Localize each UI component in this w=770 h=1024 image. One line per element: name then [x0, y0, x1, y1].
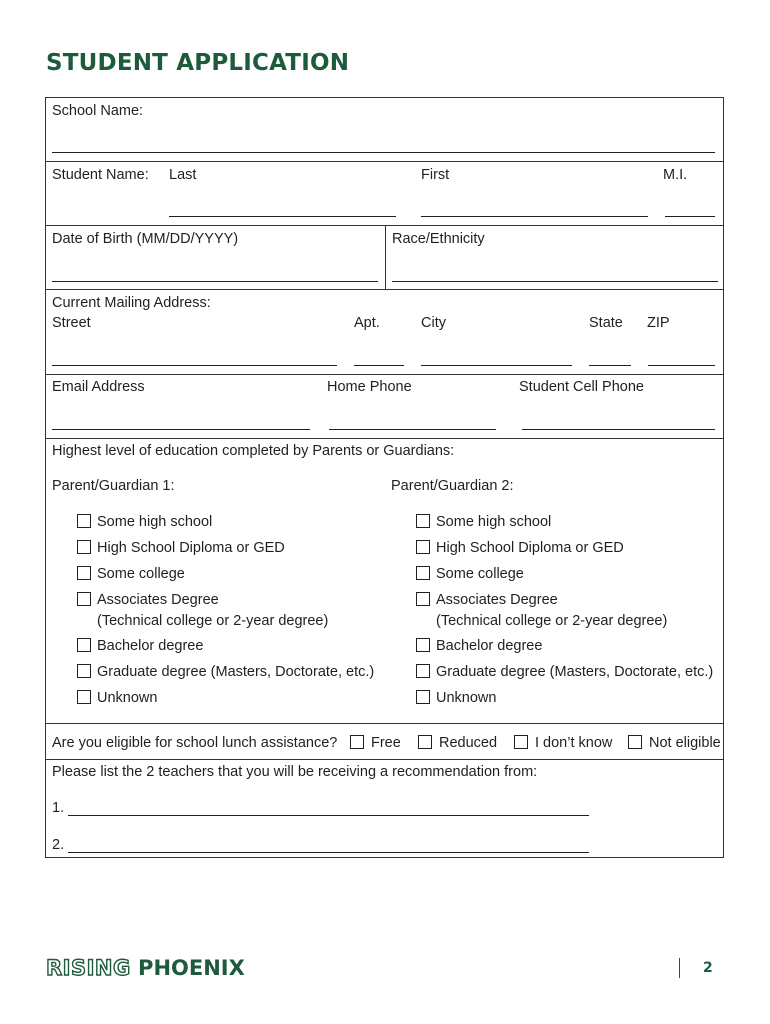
state-field[interactable] — [589, 365, 631, 366]
divider — [46, 161, 723, 162]
teacher-1-number: 1. — [52, 800, 65, 816]
g2-unknown-checkbox[interactable] — [416, 690, 430, 704]
divider — [46, 438, 723, 439]
g2-some-college-label: Some college — [436, 566, 524, 582]
g1-some-high-school-checkbox[interactable] — [77, 514, 91, 528]
g2-diploma-checkbox[interactable] — [416, 540, 430, 554]
street-field[interactable] — [52, 365, 337, 366]
g2-graduate-checkbox[interactable] — [416, 664, 430, 678]
g2-some-high-school-label: Some high school — [436, 514, 552, 530]
lunch-free-checkbox[interactable] — [350, 735, 364, 749]
lunch-not-eligible-checkbox[interactable] — [628, 735, 642, 749]
application-form — [45, 97, 724, 858]
g1-bachelor-checkbox[interactable] — [77, 638, 91, 652]
g1-some-college-label: Some college — [97, 566, 185, 582]
g2-graduate-label: Graduate degree (Masters, Doctorate, etc.) — [436, 664, 714, 680]
first-name-field[interactable] — [421, 216, 648, 217]
logo-rising-text: RISING — [46, 956, 131, 980]
middle-initial-field[interactable] — [665, 216, 715, 217]
lunch-dont-know-checkbox[interactable] — [514, 735, 528, 749]
street-label: Street — [52, 315, 91, 331]
state-label: State — [589, 315, 623, 331]
lunch-reduced-checkbox[interactable] — [418, 735, 432, 749]
teachers-prompt: Please list the 2 teachers that you will be receiving a recommendation from: — [52, 764, 538, 780]
g1-unknown-label: Unknown — [97, 690, 158, 706]
race-field[interactable] — [392, 281, 718, 282]
g1-some-college-checkbox[interactable] — [77, 566, 91, 580]
g1-graduate-label: Graduate degree (Masters, Doctorate, etc.) — [97, 664, 375, 680]
teacher-1-field[interactable] — [68, 815, 589, 816]
apt-label: Apt. — [354, 315, 380, 331]
g1-associates-label: Associates Degree — [97, 592, 219, 608]
page-number: 2 — [703, 960, 713, 976]
g1-graduate-checkbox[interactable] — [77, 664, 91, 678]
g2-unknown-label: Unknown — [436, 690, 497, 706]
g2-associates-note: (Technical college or 2-year degree) — [436, 613, 668, 629]
g1-diploma-checkbox[interactable] — [77, 540, 91, 554]
email-field[interactable] — [52, 429, 310, 430]
divider — [46, 759, 723, 760]
rising-phoenix-logo — [46, 956, 245, 980]
home-phone-label: Home Phone — [327, 379, 412, 395]
apt-field[interactable] — [354, 365, 404, 366]
logo-phoenix-text: PHOENIX — [138, 956, 245, 980]
divider — [46, 374, 723, 375]
g2-some-high-school-checkbox[interactable] — [416, 514, 430, 528]
g1-associates-note: (Technical college or 2-year degree) — [97, 613, 329, 629]
school-name-label: School Name: — [52, 103, 144, 119]
divider — [46, 723, 723, 724]
g2-associates-checkbox[interactable] — [416, 592, 430, 606]
guardian-1-label: Parent/Guardian 1: — [52, 478, 175, 494]
city-field[interactable] — [421, 365, 572, 366]
g1-associates-checkbox[interactable] — [77, 592, 91, 606]
lunch-free-label: Free — [371, 735, 401, 751]
email-label: Email Address — [52, 379, 145, 395]
school-name-field[interactable] — [52, 152, 715, 153]
race-label: Race/Ethnicity — [392, 231, 485, 247]
cell-phone-field[interactable] — [522, 429, 715, 430]
mailing-address-label: Current Mailing Address: — [52, 295, 211, 311]
city-label: City — [421, 315, 446, 331]
education-heading: Highest level of education completed by Parents or Guardians: — [52, 443, 455, 459]
g1-diploma-label: High School Diploma or GED — [97, 540, 285, 556]
g2-bachelor-checkbox[interactable] — [416, 638, 430, 652]
g1-unknown-checkbox[interactable] — [77, 690, 91, 704]
last-name-field[interactable] — [169, 216, 396, 217]
zip-field[interactable] — [648, 365, 715, 366]
lunch-dont-know-label: I don’t know — [535, 735, 613, 751]
page-title: STUDENT APPLICATION — [46, 50, 350, 76]
dob-field[interactable] — [52, 281, 378, 282]
g2-diploma-label: High School Diploma or GED — [436, 540, 624, 556]
student-name-label: Student Name: — [52, 167, 149, 183]
home-phone-field[interactable] — [329, 429, 496, 430]
last-name-label: Last — [169, 167, 197, 183]
guardian-2-label: Parent/Guardian 2: — [391, 478, 514, 494]
divider — [385, 225, 386, 289]
g2-some-college-checkbox[interactable] — [416, 566, 430, 580]
teacher-2-field[interactable] — [68, 852, 589, 853]
lunch-not-eligible-label: Not eligible — [649, 735, 721, 751]
middle-initial-label: M.I. — [663, 167, 688, 183]
cell-phone-label: Student Cell Phone — [519, 379, 644, 395]
g1-bachelor-label: Bachelor degree — [97, 638, 204, 654]
g2-bachelor-label: Bachelor degree — [436, 638, 543, 654]
g1-some-high-school-label: Some high school — [97, 514, 213, 530]
divider — [46, 289, 723, 290]
dob-label: Date of Birth (MM/DD/YYYY) — [52, 231, 239, 247]
footer-separator — [679, 958, 680, 978]
teacher-2-number: 2. — [52, 837, 65, 853]
first-name-label: First — [421, 167, 450, 183]
zip-label: ZIP — [647, 315, 670, 331]
g2-associates-label: Associates Degree — [436, 592, 558, 608]
lunch-question: Are you eligible for school lunch assistance? — [52, 735, 338, 751]
lunch-reduced-label: Reduced — [439, 735, 498, 751]
